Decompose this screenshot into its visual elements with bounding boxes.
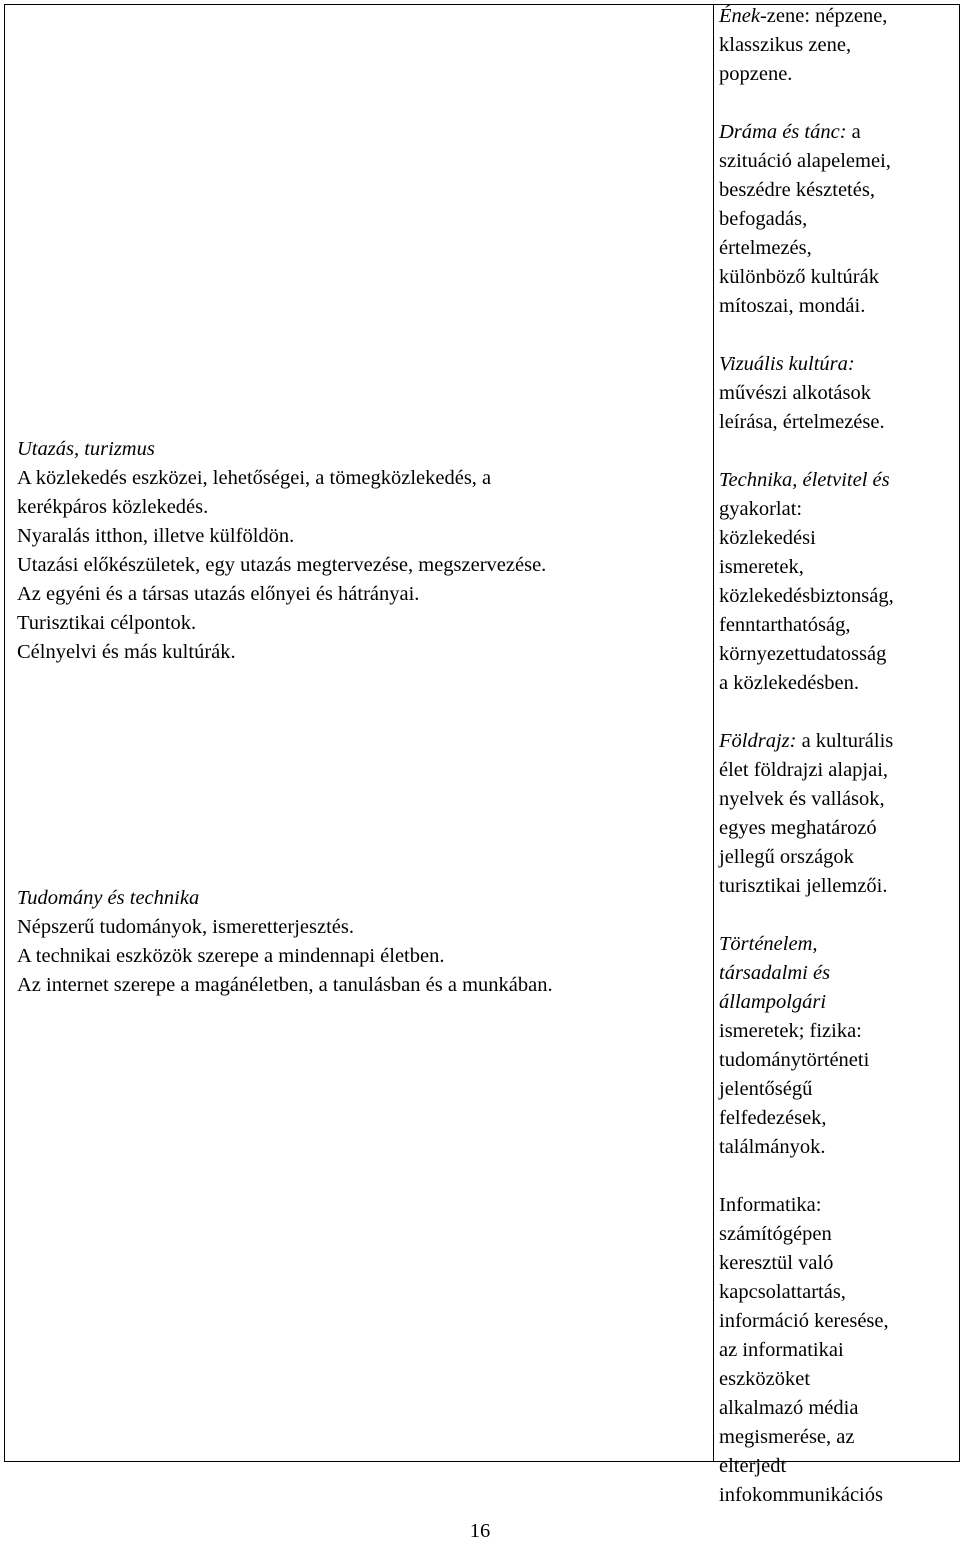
link-line (719, 1191, 951, 1220)
link-line (719, 1394, 951, 1423)
subject-name: társadalmi és (719, 962, 831, 984)
link-text: turisztikai jellemzői. (719, 875, 888, 897)
link-line (719, 205, 951, 234)
section-line: kerékpáros közlekedés. (17, 496, 209, 518)
subject-name: Technika, életvitel és (719, 469, 890, 491)
link-text: fenntarthatóság, (719, 614, 851, 636)
link-text: leírása, értelmezése. (719, 411, 885, 433)
link-line (719, 60, 951, 89)
link-line (719, 118, 951, 147)
link-line (719, 350, 951, 379)
link-line (719, 176, 951, 205)
link-line (719, 379, 951, 408)
link-text: megismerése, az (719, 1426, 855, 1448)
section-travel (17, 435, 546, 667)
section-line: A közlekedés eszközei, lehetőségei, a tömegközlekedés, a (17, 467, 492, 489)
link-text: ismeretek; fizika: (719, 1020, 862, 1042)
link-line (719, 1133, 951, 1162)
link-text: tudománytörténeti (719, 1049, 870, 1071)
page-number: 16 (469, 1520, 491, 1542)
link-line (719, 1249, 951, 1278)
link-text: számítógépen (719, 1223, 832, 1245)
link-line (719, 785, 951, 814)
link-line (719, 611, 951, 640)
link-line (719, 1452, 951, 1481)
link-text: elterjedt (719, 1455, 787, 1477)
link-text: találmányok. (719, 1136, 826, 1158)
link-paragraph (719, 930, 951, 1162)
link-line (719, 669, 951, 698)
link-text: egyes meghatározó (719, 817, 877, 839)
section-line: Népszerű tudományok, ismeretterjesztés. (17, 916, 354, 938)
link-line (719, 1075, 951, 1104)
link-line (719, 1365, 951, 1394)
link-text: klasszikus zene, (719, 34, 852, 56)
topics-cell (5, 5, 714, 1462)
link-line (719, 1423, 951, 1452)
section-title: Tudomány és technika (17, 887, 200, 909)
link-text: infokommunikációs (719, 1484, 883, 1506)
link-line (719, 1046, 951, 1075)
link-line (719, 872, 951, 901)
link-line (719, 582, 951, 611)
link-paragraph (719, 2, 951, 89)
link-line (719, 292, 951, 321)
link-line (719, 234, 951, 263)
link-text: alkalmazó média (719, 1397, 859, 1419)
link-line (719, 1017, 951, 1046)
link-text: közlekedési (719, 527, 816, 549)
link-text: gyakorlat: (719, 498, 803, 520)
subject-name: Földrajz: (719, 730, 797, 752)
link-paragraph (719, 466, 951, 698)
link-line (719, 553, 951, 582)
link-text: az informatikai (719, 1339, 844, 1361)
subject-name: Ének- (719, 5, 767, 27)
link-paragraph (719, 350, 951, 437)
link-text: nyelvek és vallások, (719, 788, 885, 810)
link-text: közlekedésbiztonság, (719, 585, 894, 607)
link-line (719, 988, 951, 1017)
section-line: Az internet szerepe a magánéletben, a tanulásban és a munkában. (17, 974, 553, 996)
link-line (719, 756, 951, 785)
subject-name: Dráma és tánc: (719, 121, 847, 143)
section-line: Az egyéni és a társas utazás előnyei és hátrányai. (17, 583, 420, 605)
link-text: a közlekedésben. (719, 672, 860, 694)
section-line: Utazási előkészületek, egy utazás megtervezése, megszervezése. (17, 554, 547, 576)
link-line (719, 1278, 951, 1307)
link-text: élet földrajzi alapjai, (719, 759, 889, 781)
link-text: jelentőségű (719, 1078, 813, 1100)
link-line (719, 1307, 951, 1336)
link-text: beszédre késztetés, (719, 179, 875, 201)
link-text: felfedezések, (719, 1107, 827, 1129)
link-line (719, 843, 951, 872)
link-text: popzene. (719, 63, 793, 85)
link-line (719, 466, 951, 495)
link-text: különböző kultúrák (719, 266, 879, 288)
link-line (719, 147, 951, 176)
link-line (719, 1220, 951, 1249)
link-text: környezettudatosság (719, 643, 887, 665)
link-line (719, 31, 951, 60)
link-text: művészi alkotások (719, 382, 872, 404)
link-text: információ keresése, (719, 1310, 889, 1332)
section-line: Célnyelvi és más kultúrák. (17, 641, 236, 663)
link-line (719, 640, 951, 669)
link-line (719, 1336, 951, 1365)
link-paragraph (719, 727, 951, 901)
link-text: szituáció alapelemei, (719, 150, 891, 172)
link-line (719, 1104, 951, 1133)
link-line (719, 1481, 951, 1510)
subject-name: állampolgári (719, 991, 827, 1013)
subject-name: Történelem, (719, 933, 818, 955)
link-line (719, 930, 951, 959)
link-text: ismeretek, (719, 556, 804, 578)
link-text: Informatika: (719, 1194, 822, 1216)
section-science (17, 884, 553, 1000)
link-line (719, 814, 951, 843)
link-text: befogadás, (719, 208, 808, 230)
link-text: a kulturális (796, 730, 894, 752)
link-paragraph (719, 118, 951, 321)
section-line: Nyaralás itthon, illetve külföldön. (17, 525, 295, 547)
link-line (719, 495, 951, 524)
section-title: Utazás, turizmus (17, 438, 155, 460)
link-text: jellegű országok (719, 846, 854, 868)
link-line (719, 959, 951, 988)
link-text: zene: népzene, (766, 5, 888, 27)
section-line: Turisztikai célpontok. (17, 612, 197, 634)
link-text: mítoszai, mondái. (719, 295, 866, 317)
cross-curricular-links (719, 2, 951, 1539)
link-line (719, 263, 951, 292)
link-line (719, 408, 951, 437)
link-line (719, 727, 951, 756)
link-text: eszközöket (719, 1368, 811, 1390)
link-text: értelmezés, (719, 237, 812, 259)
link-line (719, 524, 951, 553)
link-line (719, 2, 951, 31)
link-text: kapcsolattartás, (719, 1281, 846, 1303)
link-paragraph (719, 1191, 951, 1510)
link-text: a (846, 121, 861, 143)
subject-name: Vizuális kultúra: (719, 353, 855, 375)
section-line: A technikai eszközök szerepe a mindennapi életben. (17, 945, 445, 967)
link-text: keresztül való (719, 1252, 834, 1274)
